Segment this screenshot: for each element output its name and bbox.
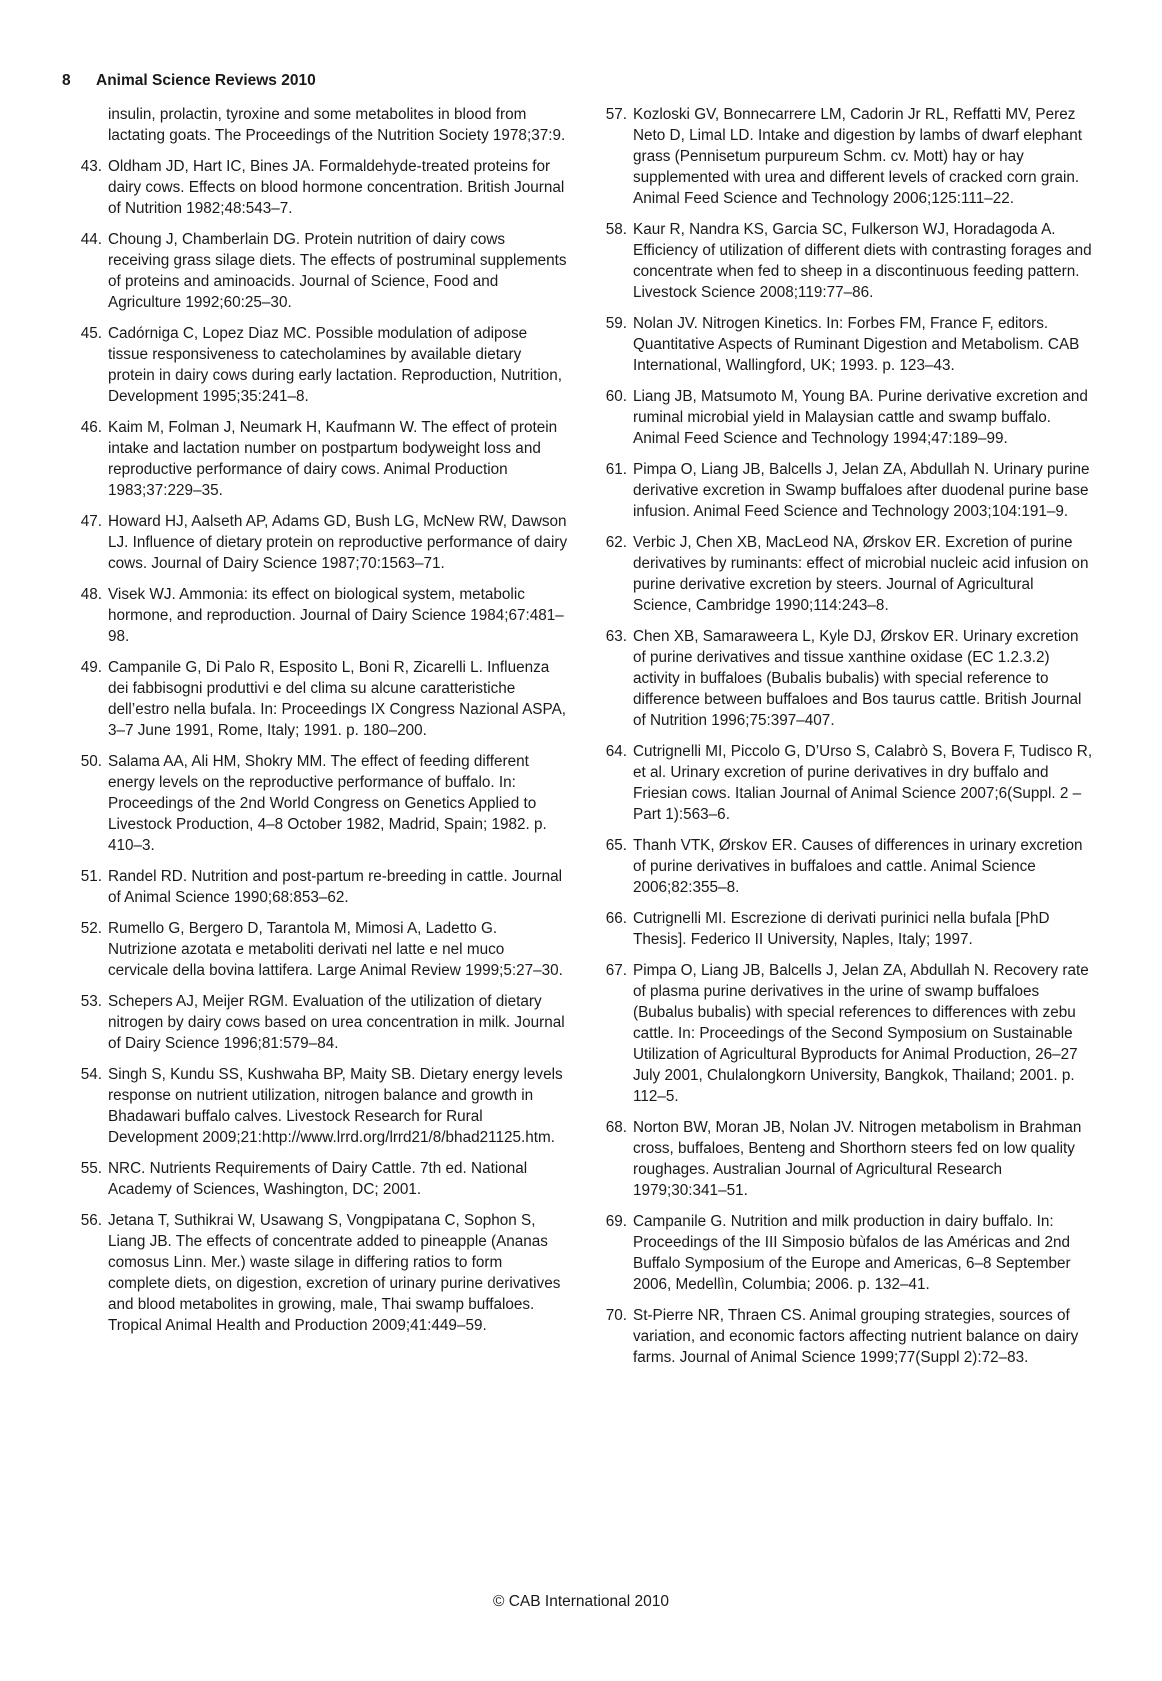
reference-text: Cutrignelli MI, Piccolo G, D’Urso S, Calabrò S, Bovera F, Tudisco R, et al. Urinary excretion of purine derivatives in dry buffalo and Friesian cows. Italian Journal of Animal Science 2007;6(Suppl. 2 – Part 1):563–6. xyxy=(633,743,1093,823)
reference-text: St-Pierre NR, Thraen CS. Animal grouping strategies, sources of variation, and economic factors affecting nutrient balance on dairy farms. Journal of Animal Science 1999;77(Suppl 2):72–83. xyxy=(633,1307,1079,1366)
reference-item xyxy=(603,835,1093,898)
reference-text: Kaim M, Folman J, Neumark H, Kaufmann W. The effect of protein intake and lactation number on postpartum bodyweight loss and reproductive performance of dairy cows. Animal Production 1983;37:229–35. xyxy=(108,419,558,499)
reference-text: Choung J, Chamberlain DG. Protein nutrition of dairy cows receiving grass silage diets. The effects of postruminal supplements of proteins and aminoacids. Journal of Science, Food and Agriculture 1992;60:25–30. xyxy=(108,231,567,311)
reference-text: Norton BW, Moran JB, Nolan JV. Nitrogen metabolism in Brahman cross, buffaloes, Benteng and Shorthorn steers fed on low quality roughages. Australian Journal of Agricultural Research 1979;30:341–51. xyxy=(633,1119,1082,1199)
reference-item xyxy=(78,417,568,501)
reference-item xyxy=(603,908,1093,950)
reference-item xyxy=(78,323,568,407)
reference-item xyxy=(603,459,1093,522)
reference-item xyxy=(78,511,568,574)
reference-item xyxy=(603,219,1093,303)
reference-item xyxy=(78,1064,568,1148)
reference-text: Thanh VTK, Ørskov ER. Causes of differences in urinary excretion of purine derivatives in buffaloes and cattle. Animal Science 2006;82:355–8. xyxy=(633,837,1083,896)
reference-text: Schepers AJ, Meijer RGM. Evaluation of the utilization of dietary nitrogen by dairy cows based on urea concentration in milk. Journal of Dairy Science 1996;81:579–84. xyxy=(108,993,565,1052)
reference-item xyxy=(603,532,1093,616)
reference-text: Kaur R, Nandra KS, Garcia SC, Fulkerson WJ, Horadagoda A. Efficiency of utilization of different diets with contrasting forages and concentrate when fed to sheep in a discontinuous feeding pattern. Livestock Science 2008;119:77–86. xyxy=(633,221,1092,301)
reference-item xyxy=(78,918,568,981)
reference-number: 68. xyxy=(605,1119,627,1136)
reference-number: 50. xyxy=(80,753,102,770)
reference-item xyxy=(603,741,1093,825)
reference-number: 57. xyxy=(605,106,627,123)
reference-item xyxy=(603,386,1093,449)
reference-number: 48. xyxy=(80,586,102,603)
reference-text: Chen XB, Samaraweera L, Kyle DJ, Ørskov ER. Urinary excretion of purine derivatives and tissue xanthine oxidase (EC 1.2.3.2) activity in buffaloes (Bubalis bubalis) with special reference to difference between buffaloes and Bos taurus cattle. British Journal of Nutrition 1996;75:397–407. xyxy=(633,628,1082,729)
reference-number: 54. xyxy=(80,1066,102,1083)
journal-title: Animal Science Reviews 2010 xyxy=(96,72,316,89)
reference-number: 63. xyxy=(605,628,627,645)
reference-text: Pimpa O, Liang JB, Balcells J, Jelan ZA, Abdullah N. Recovery rate of plasma purine derivatives in the urine of swamp buffaloes (Bubalus bubalis) with special references to differences with zebu cattle. In: Proceedings of the Second Symposium on Sustainable Utilization of Agricultural Byproducts for Animal Production, 26–27 July 2001, Chulalongkorn University, Bangkok, Thailand; 2001. p. 112–5. xyxy=(633,962,1089,1105)
reference-text: Singh S, Kundu SS, Kushwaha BP, Maity SB. Dietary energy levels response on nutrient utilization, nitrogen balance and growth in Bhadawari buffalo calves. Livestock Research for Rural Development 2009;21:http://www.lrrd.org/lrrd21/8/bhad21125.htm. xyxy=(108,1066,563,1146)
reference-item xyxy=(603,1211,1093,1295)
reference-number: 46. xyxy=(80,419,102,436)
reference-number: 47. xyxy=(80,513,102,530)
reference-text: Salama AA, Ali HM, Shokry MM. The effect of feeding different energy levels on the reproductive performance of buffalo. In: Proceedings of the 2nd World Congress on Genetics Applied to Livestock Production, 4–8 October 1982, Madrid, Spain; 1982. p. 410–3. xyxy=(108,753,547,854)
reference-number: 67. xyxy=(605,962,627,979)
reference-continuation xyxy=(78,104,568,146)
reference-number: 70. xyxy=(605,1307,627,1324)
reference-column-right xyxy=(603,104,1093,1378)
reference-item xyxy=(603,1305,1093,1368)
reference-text: Howard HJ, Aalseth AP, Adams GD, Bush LG, McNew RW, Dawson LJ. Influence of dietary protein on reproductive performance of dairy cows. Journal of Dairy Science 1987;70:1563–71. xyxy=(108,513,568,572)
reference-text: Visek WJ. Ammonia: its effect on biological system, metabolic hormone, and reproduction. Journal of Dairy Science 1984;67:481–98. xyxy=(108,586,564,645)
reference-text: Jetana T, Suthikrai W, Usawang S, Vongpipatana C, Sophon S, Liang JB. The effects of concentrate added to pineapple (Ananas comosus Linn. Mer.) waste silage in differing ratios to form complete diets, on digestion, excretion of urinary purine derivatives and blood metabolites in growing, male, Thai swamp buffaloes. Tropical Animal Health and Production 2009;41:449–59. xyxy=(108,1212,561,1334)
reference-text: Kozloski GV, Bonnecarrere LM, Cadorin Jr RL, Reffatti MV, Perez Neto D, Limal LD. Intake and digestion by lambs of dwarf elephant grass (Pennisetum purpureum Schm. cv. Mott) hay or hay supplemented with urea and different levels of cracked corn grain. Animal Feed Science and Technology 2006;125:111–22. xyxy=(633,106,1082,207)
reference-number: 43. xyxy=(80,158,102,175)
reference-number: 62. xyxy=(605,534,627,551)
reference-text: Randel RD. Nutrition and post-partum re-breeding in cattle. Journal of Animal Science 1990;68:853–62. xyxy=(108,868,563,906)
reference-text: Cutrignelli MI. Escrezione di derivati purinici nella bufala [PhD Thesis]. Federico II University, Naples, Italy; 1997. xyxy=(633,910,1050,948)
reference-item xyxy=(78,1210,568,1336)
reference-number: 59. xyxy=(605,315,627,332)
reference-item xyxy=(78,866,568,908)
reference-number: 65. xyxy=(605,837,627,854)
reference-number: 64. xyxy=(605,743,627,760)
reference-item xyxy=(78,156,568,219)
reference-number: 56. xyxy=(80,1212,102,1229)
reference-item xyxy=(78,229,568,313)
reference-number: 58. xyxy=(605,221,627,238)
reference-item xyxy=(78,1158,568,1200)
reference-text: Cadórniga C, Lopez Diaz MC. Possible modulation of adipose tissue responsiveness to catecholamines by available dietary protein in dairy cows during early lactation. Reproduction, Nutrition, Development 1995;35:241–8. xyxy=(108,325,563,405)
reference-number: 53. xyxy=(80,993,102,1010)
reference-number: 61. xyxy=(605,461,627,478)
reference-number: 52. xyxy=(80,920,102,937)
reference-text: insulin, prolactin, tyroxine and some metabolites in blood from lactating goats. The Proceedings of the Nutrition Society 1978;37:9. xyxy=(108,106,566,144)
reference-item xyxy=(603,104,1093,209)
reference-text: Oldham JD, Hart IC, Bines JA. Formaldehyde-treated proteins for dairy cows. Effects on blood hormone concentration. British Journal of Nutrition 1982;48:543–7. xyxy=(108,158,565,217)
reference-number: 60. xyxy=(605,388,627,405)
reference-number: 69. xyxy=(605,1213,627,1230)
reference-item xyxy=(78,751,568,856)
reference-text: Campanile G, Di Palo R, Esposito L, Boni R, Zicarelli L. Influenza dei fabbisogni produttivi e del clima su alcune caratteristiche dell’estro nella bufala. In: Proceedings IX Congress Nazional ASPA, 3–7 June 1991, Rome, Italy; 1991. p. 180–200. xyxy=(108,659,567,739)
reference-number: 55. xyxy=(80,1160,102,1177)
reference-item xyxy=(603,1117,1093,1201)
reference-item xyxy=(603,313,1093,376)
reference-text: Campanile G. Nutrition and milk production in dairy buffalo. In: Proceedings of the III Simposio bùfalos de las Américas and 2nd Buffalo Symposium of the Europe and Americas, 6–8 September 2006, Medellìn, Columbia; 2006. p. 132–41. xyxy=(633,1213,1071,1293)
page-header xyxy=(62,72,316,90)
reference-text: Pimpa O, Liang JB, Balcells J, Jelan ZA, Abdullah N. Urinary purine derivative excretion in Swamp buffaloes after duodenal purine base infusion. Animal Feed Science and Technology 2003;104:191–9. xyxy=(633,461,1090,520)
reference-item xyxy=(78,991,568,1054)
reference-text: Rumello G, Bergero D, Tarantola M, Mimosi A, Ladetto G. Nutrizione azotata e metaboliti derivati nel latte e nel muco cervicale della bovina lattifera. Large Animal Review 1999;5:27–30. xyxy=(108,920,563,979)
copyright-footer: © CAB International 2010 xyxy=(492,1593,669,1610)
reference-item xyxy=(603,960,1093,1107)
reference-number: 45. xyxy=(80,325,102,342)
reference-number: 49. xyxy=(80,659,102,676)
page-number: 8 xyxy=(62,72,71,89)
reference-number: 66. xyxy=(605,910,627,927)
reference-number: 51. xyxy=(80,868,102,885)
reference-text: Nolan JV. Nitrogen Kinetics. In: Forbes FM, France F, editors. Quantitative Aspects of Ruminant Digestion and Metabolism. CAB International, Wallingford, UK; 1993. p. 123–43. xyxy=(633,315,1080,374)
reference-column-left xyxy=(78,104,568,1346)
reference-number: 44. xyxy=(80,231,102,248)
reference-item xyxy=(603,626,1093,731)
reference-text: Verbic J, Chen XB, MacLeod NA, Ørskov ER. Excretion of purine derivatives by ruminants: effect of microbial nucleic acid infusion on purine derivative excretion by steers. Journal of Agricultural Science, Cambridge 1990;114:243–8. xyxy=(633,534,1089,614)
reference-item xyxy=(78,657,568,741)
reference-text: NRC. Nutrients Requirements of Dairy Cattle. 7th ed. National Academy of Sciences, Washington, DC; 2001. xyxy=(108,1160,528,1198)
reference-text: Liang JB, Matsumoto M, Young BA. Purine derivative excretion and ruminal microbial yield in Malaysian cattle and swamp buffalo. Animal Feed Science and Technology 1994;47:189–99. xyxy=(633,388,1088,447)
reference-item xyxy=(78,584,568,647)
